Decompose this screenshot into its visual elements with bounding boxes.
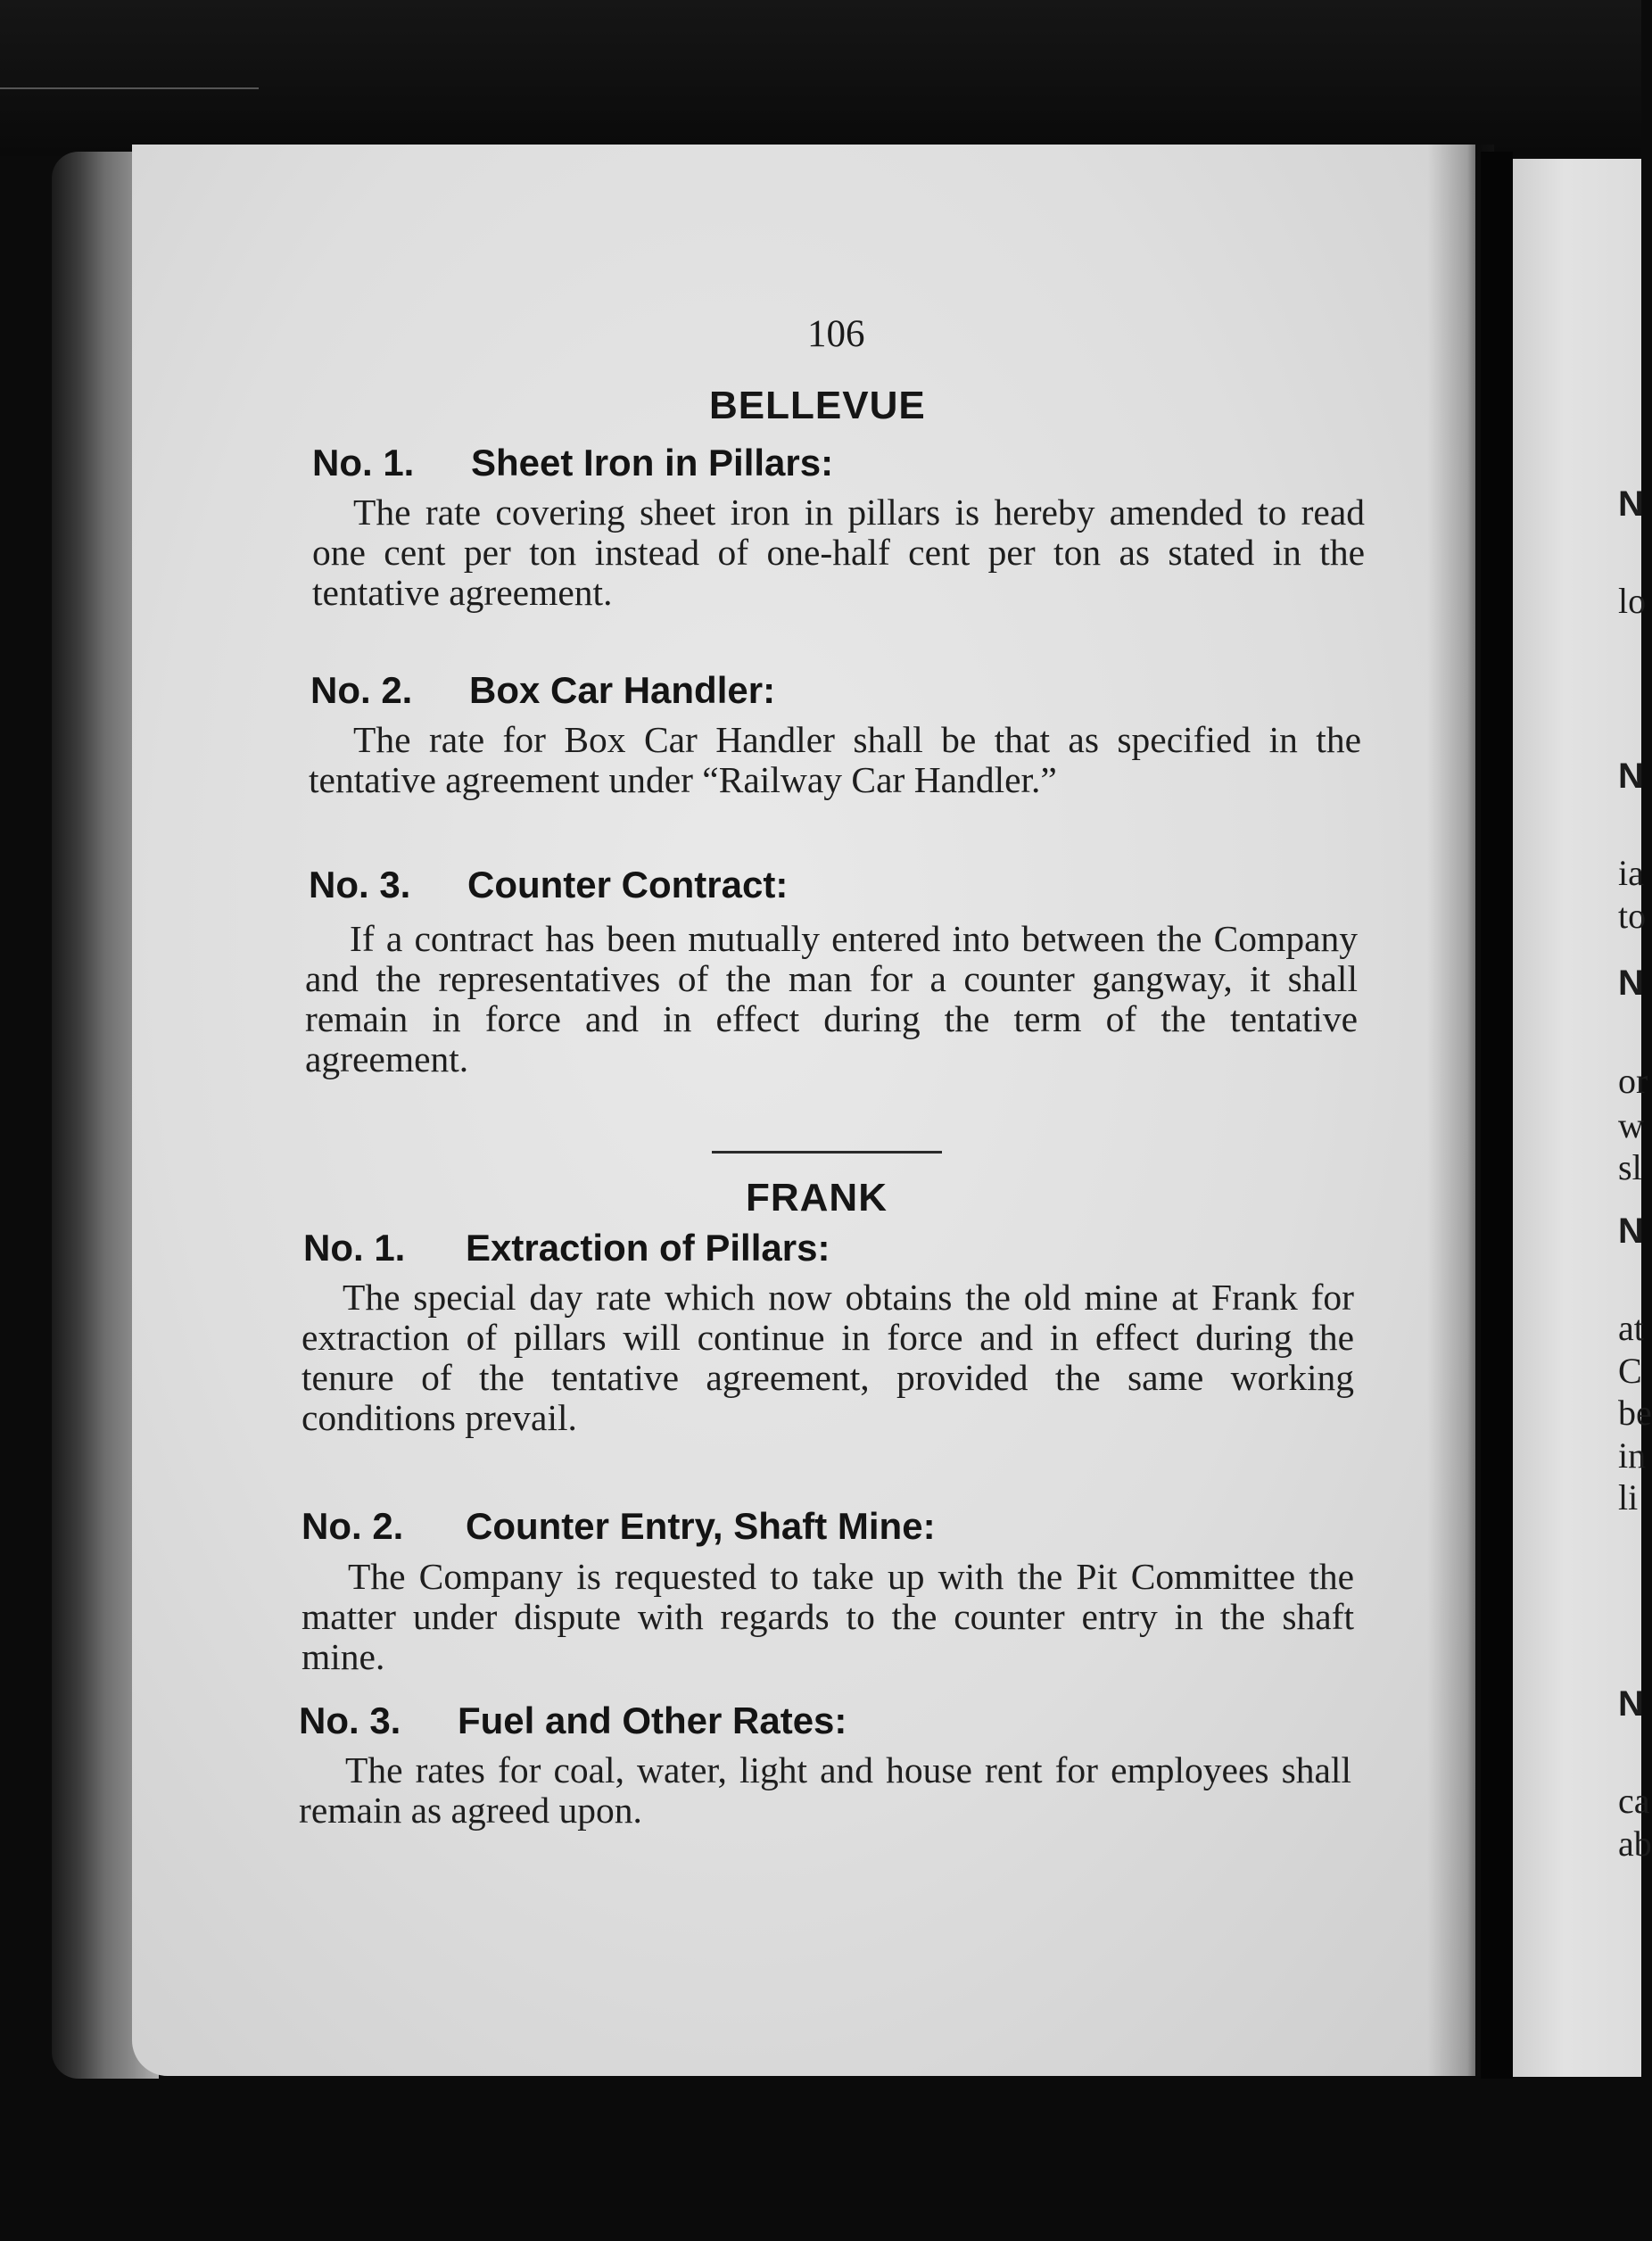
adjacent-page-fragment: N: [1618, 757, 1644, 796]
adjacent-page-fragment: C: [1618, 1351, 1642, 1391]
adjacent-page-fragment: N: [1618, 1211, 1644, 1251]
item-paragraph: If a contract has been mutually entered into between the Company and the representatives of the man for a counter gangway, it shall remain in force and in effect during the term of the tentative agreement.: [305, 918, 1358, 1079]
page-gutter: [1481, 152, 1513, 2079]
adjacent-page-fragment: to: [1618, 896, 1647, 936]
item-paragraph: The rate covering sheet iron in pillars is hereby amended to read one cent per ton instead of one-half cent per ton as stated in the tentative agreement.: [312, 492, 1365, 613]
film-top-edge: [0, 0, 1641, 156]
item-number: No. 2.: [301, 1505, 404, 1547]
item-number: No. 3.: [309, 864, 411, 905]
adjacent-page-fragment: ab: [1618, 1823, 1652, 1864]
item-title: Sheet Iron in Pillars:: [471, 442, 834, 484]
adjacent-page-fragment: N: [1618, 963, 1644, 1003]
item-number: No. 3.: [299, 1699, 401, 1741]
item-paragraph: The rates for coal, water, light and house rent for employees shall remain as agreed upon.: [299, 1749, 1351, 1831]
adjacent-page-fragment: lo: [1618, 581, 1647, 621]
item-heading: [310, 669, 775, 712]
item-heading: [301, 1505, 936, 1548]
item-title: Counter Entry, Shaft Mine:: [466, 1505, 936, 1547]
item-title: Fuel and Other Rates:: [458, 1699, 847, 1741]
item-title: Counter Contract:: [467, 864, 789, 905]
item-heading: [312, 442, 833, 484]
item-paragraph: The Company is requested to take up with the Pit Committee the matter under dispute with regards to the counter entry in the shaft mine.: [301, 1556, 1354, 1677]
item-title: Extraction of Pillars:: [466, 1227, 830, 1269]
page-number: 106: [807, 313, 865, 355]
adjacent-page-fragment: in: [1618, 1435, 1647, 1476]
item-paragraph: The special day rate which now obtains the old mine at Frank for extraction of pillars will continue in force and in effect during the tenure of the tentative agreement, provided the same working conditions prevail.: [301, 1277, 1354, 1438]
item-number: No. 1.: [312, 442, 415, 484]
item-paragraph: The rate for Box Car Handler shall be that as specified in the tentative agreement under “Railway Car Handler.”: [309, 719, 1361, 800]
adjacent-page-fragment: N: [1618, 484, 1644, 524]
item-heading: [309, 864, 788, 906]
item-title: Box Car Handler:: [469, 669, 776, 711]
adjacent-page-fragment: sl: [1618, 1147, 1642, 1187]
section-divider: [712, 1151, 942, 1154]
item-number: No. 1.: [303, 1227, 406, 1269]
adjacent-page-fragment: ca: [1618, 1781, 1650, 1821]
adjacent-page-fragment: N: [1618, 1684, 1644, 1724]
item-heading: [303, 1227, 830, 1269]
adjacent-page-fragment: li: [1618, 1477, 1639, 1517]
section-title-bellevue: BELLEVUE: [709, 384, 926, 427]
adjacent-page-fragment: or: [1618, 1061, 1648, 1101]
item-heading: [299, 1699, 847, 1742]
adjacent-page-fragment: be: [1618, 1393, 1652, 1433]
adjacent-page-fragment: w: [1618, 1105, 1644, 1145]
adjacent-page-fragment: at: [1618, 1308, 1644, 1348]
section-title-frank: FRANK: [746, 1176, 888, 1220]
adjacent-page-fragment: ia: [1618, 853, 1644, 893]
item-number: No. 2.: [310, 669, 413, 711]
film-edge-line: [0, 87, 259, 89]
